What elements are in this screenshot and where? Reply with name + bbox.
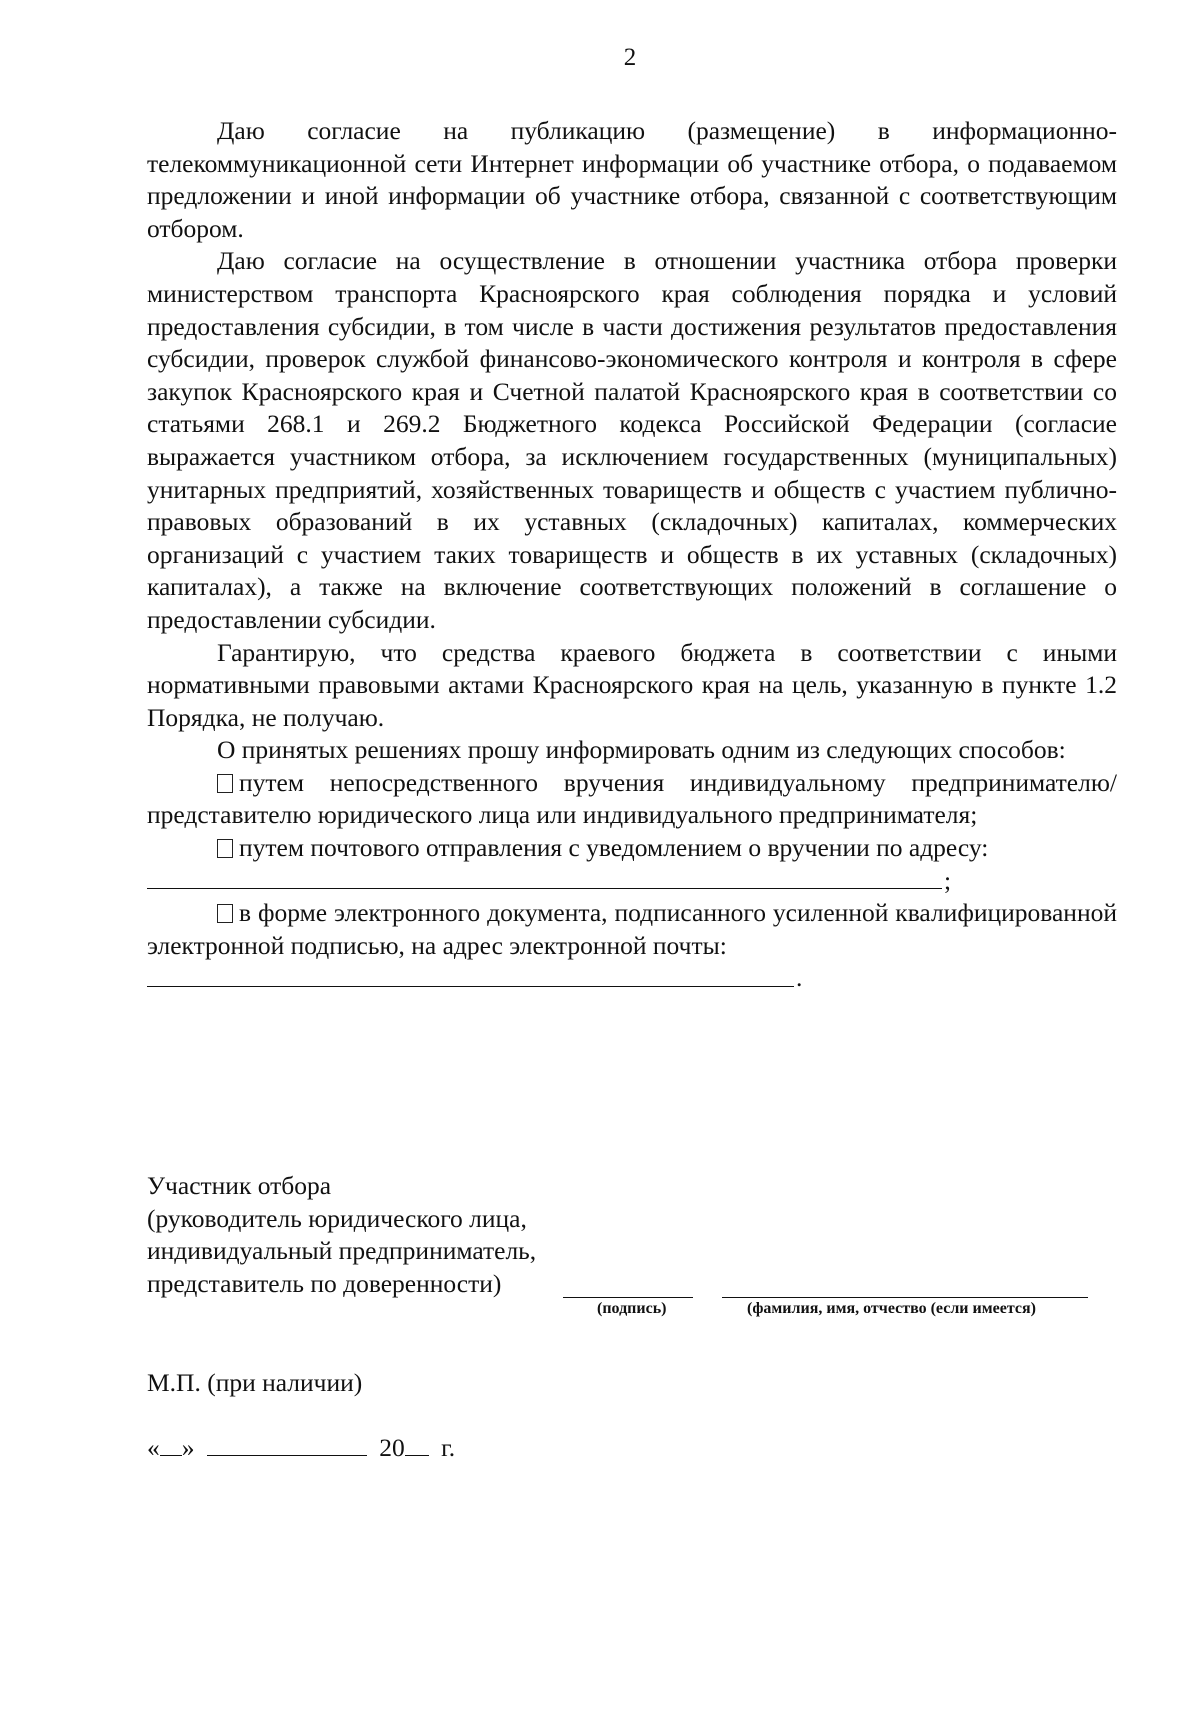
signature-caption: (подпись) [597,1300,667,1317]
option-personal-delivery [147,767,1117,832]
electronic-document-checkbox[interactable] [217,904,233,923]
email-address-underline [147,986,794,987]
document-body [147,115,1117,995]
electronic-document-label: в форме электронного документа, подписанного усиленной квалифицированной электронной подписью, на адрес электронной почты: [147,898,1117,960]
email-address-end-mark: . [796,963,803,993]
postal-address-field[interactable] [147,865,1117,898]
personal-delivery-checkbox[interactable] [217,774,233,793]
date-day-field[interactable] [160,1433,182,1456]
guarantee-paragraph: Гарантирую, что средства краевого бюджета в соответствии с иными нормативными правовыми актами Красноярского края на цель, указанную в пункте 1.2 Порядка, не получаю. [147,637,1117,732]
full-name-field[interactable] [722,1297,1088,1298]
date-close-quote: » [181,1433,195,1462]
consent-inspection-paragraph: Даю согласие на осуществление в отношении участника отбора проверки министерством транспорта Красноярского края соблюдения порядка и условий предоставления субсидии, в том числе в части достижения результатов предоставления субсидии, проверок службой финансово-экономического контроля и контроля в сфере закупок Красноярского края и Счетной палатой Красноярского края в соответствии со статьями 268.1 и 269.2 Бюджетного кодекса Российской Федерации (согласие выражается участником отбора, за исключением государственных (муниципальных) унитарных предприятий, хозяйственных товариществ и обществ с участием публично-правовых образований в их уставных (складочных) капиталах, коммерческих организаций с участием таких товариществ и обществ в их уставных (складочных) капиталах), а также на включение соответствующих положений в соглашение о предоставлении субсидии. [147,246,1117,634]
date-year-suffix: г. [441,1433,456,1462]
signatory-line-1: Участник отбора [147,1171,332,1200]
date-year-prefix: 20 [379,1433,405,1462]
signatory-line-2: (руководитель юридического лица, [147,1203,527,1233]
date-month-field[interactable] [207,1433,367,1456]
postal-address-underline [147,888,942,889]
postal-delivery-label: путем почтового отправления с уведомлением о вручении по адресу: [239,833,989,863]
stamp-label: М.П. (при наличии) [147,1368,363,1397]
full-name-caption: (фамилия, имя, отчество (если имеется) [747,1300,1036,1317]
date-open-quote: « [147,1433,160,1462]
option-electronic-document [147,897,1117,962]
postal-delivery-checkbox[interactable] [217,839,233,858]
signatory-line-4: представитель по доверенности) [147,1268,502,1298]
page-number: 2 [623,44,637,71]
consent-publication-paragraph: Даю согласие на публикацию (размещение) в информационно-телекоммуникационной сети Интернет информации об участнике отбора, о подаваемом предложении и иной информации об участнике отбора, связанной с соответствующим отбором. [147,116,1117,243]
notification-request-paragraph: О принятых решениях прошу информировать одним из следующих способов: [217,735,1066,765]
date-year-field[interactable] [405,1433,429,1456]
signatory-line-3: индивидуальный предприниматель, [147,1236,537,1266]
date-line [147,1433,455,1463]
signatory-block [147,1170,1117,1300]
personal-delivery-label: путем непосредственного вручения индивидуальному предпринимателю/представителю юридического лица или индивидуального предпринимателя; [147,767,1117,830]
option-postal-delivery [147,832,1117,865]
postal-address-end-mark: ; [944,865,952,895]
email-address-field[interactable] [147,962,1117,995]
signature-field[interactable] [563,1297,693,1298]
